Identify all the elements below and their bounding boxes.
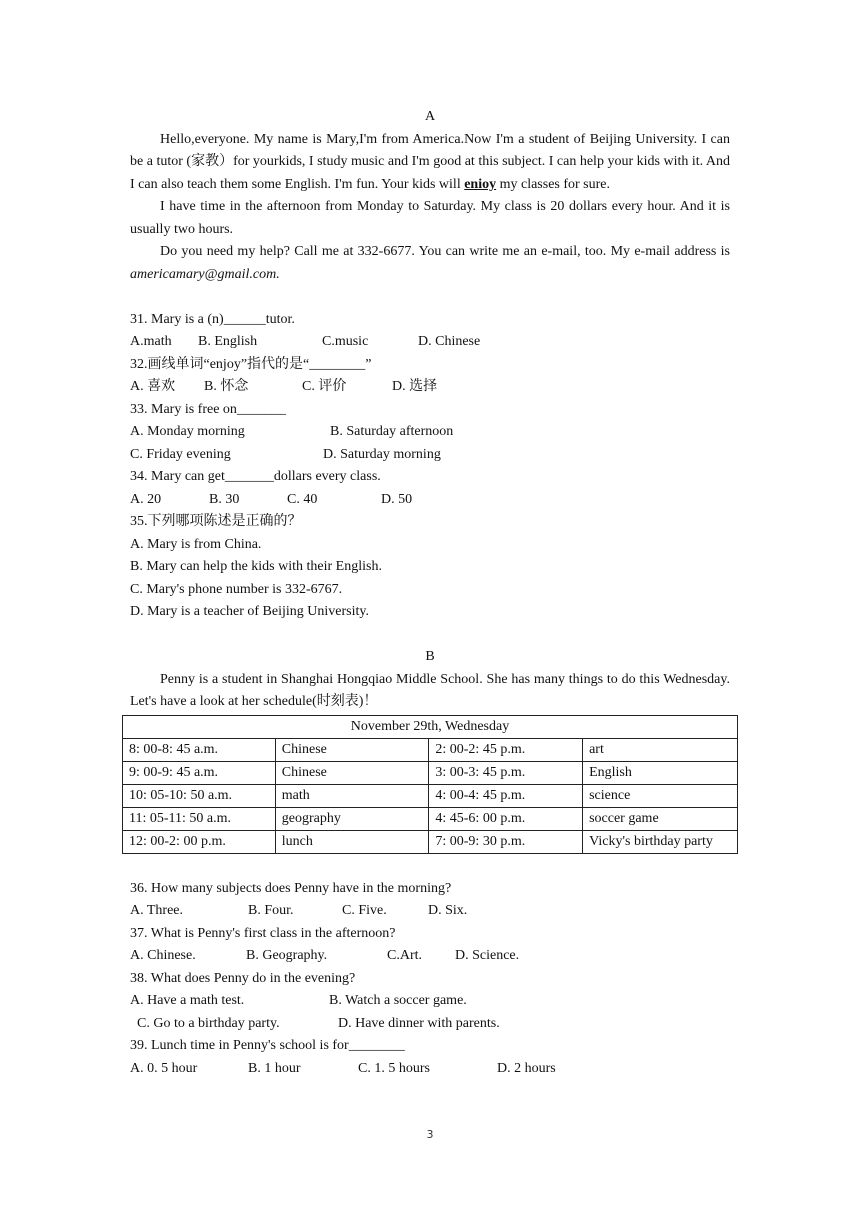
email-address: americamary@gmail.com. — [130, 266, 280, 282]
options-34: A. 20 B. 30 C. 40 D. 50 — [130, 491, 413, 507]
table-row: 9: 00-9: 45 a.m. Chinese 3: 00-3: 45 p.m. English — [123, 761, 738, 784]
options-33-row-1: A. Monday morning B. Saturday afternoon — [130, 424, 454, 439]
page-number: 3 — [426, 1128, 434, 1141]
option-35-a: A. Mary is from China. — [130, 536, 262, 552]
options-37: A. Chinese. B. Geography. C.Art. D. Science. — [130, 948, 520, 963]
options-36: A. Three. B. Four. C. Five. D. Six. — [130, 903, 468, 918]
option-35-b: B. Mary can help the kids with their English. — [130, 559, 382, 574]
options-31: A.math B. English C.music D. Chinese — [130, 334, 481, 349]
table-row: 10: 05-10: 50 a.m. math 4: 00-4: 45 p.m. science — [123, 784, 738, 807]
section-b-paragraph-1: Penny is a student in Shanghai Hongqiao Middle School. She has many things to do this Wednesday. Let's have a look at her schedule(时刻表)！ — [130, 671, 730, 709]
option-35-d: D. Mary is a teacher of Beijing University. — [130, 604, 369, 619]
option-35-c: C. Mary's phone number is 332-6767. — [130, 581, 343, 597]
question-31: 31. Mary is a (n)______tutor. — [130, 311, 295, 327]
question-33: 33. Mary is free on_______ — [130, 401, 286, 417]
table-row: 11: 05-11: 50 a.m. geography 4: 45-6: 00 p.m. soccer game — [123, 807, 738, 830]
underlined-word: enioy — [464, 176, 497, 192]
section-a-paragraph-2: I have time in the afternoon from Monday to Saturday. My class is 20 dollars every hour. And it is usually two hours. — [130, 199, 730, 237]
exam-page — [130, 106, 730, 1080]
schedule-table — [122, 715, 738, 854]
options-38-row-2: C. Go to a birthday party. D. Have dinner with parents. — [137, 1015, 500, 1031]
section-a-heading: A — [424, 109, 436, 124]
schedule-title: November 29th, Wednesday — [123, 715, 738, 738]
options-38-row-1: A. Have a math test. B. Watch a soccer game. — [130, 993, 467, 1008]
question-35: 35.下列哪项陈述是正确的？ — [130, 514, 302, 529]
question-36: 36. How many subjects does Penny have in the morning? — [130, 880, 452, 896]
options-33-row-2: C. Friday evening D. Saturday morning — [130, 446, 441, 462]
table-row: 12: 00-2: 00 p.m. lunch 7: 00-9: 30 p.m. Vicky's birthday party — [123, 830, 738, 853]
section-a-paragraph-3: Do you need my help? Call me at 332-6677. You can write me an e-mail, too. My e-mail address is americamary@gmail.com. — [130, 244, 730, 282]
question-39: 39. Lunch time in Penny's school is for________ — [130, 1038, 405, 1053]
question-34: 34. Mary can get_______dollars every class. — [130, 469, 381, 484]
table-row: 8: 00-8: 45 a.m. Chinese 2: 00-2: 45 p.m. art — [123, 738, 738, 761]
question-32: 32.画线单词“enjoy”指代的是“________” — [130, 356, 372, 372]
question-38: 38. What does Penny do in the evening? — [130, 970, 356, 986]
question-37: 37. What is Penny's first class in the afternoon? — [130, 925, 396, 941]
section-b-heading: B — [425, 649, 435, 664]
schedule-title-row — [123, 715, 738, 738]
options-32: A. 喜欢 B. 怀念 C. 评价 D. 选择 — [130, 379, 438, 394]
section-a-paragraph-1: Hello,everyone. My name is Mary,I'm from America.Now I'm a student of Beijing University. I can be a tutor (家教）for yourkids, I study music and I'm good at this subject. I can help your kids with it. And I can also teach them some English. I'm fun. Your kids will enioy my classes for sure. — [130, 131, 730, 192]
options-39: A. 0. 5 hour B. 1 hour C. 1. 5 hours D. 2 hours — [130, 1060, 556, 1076]
